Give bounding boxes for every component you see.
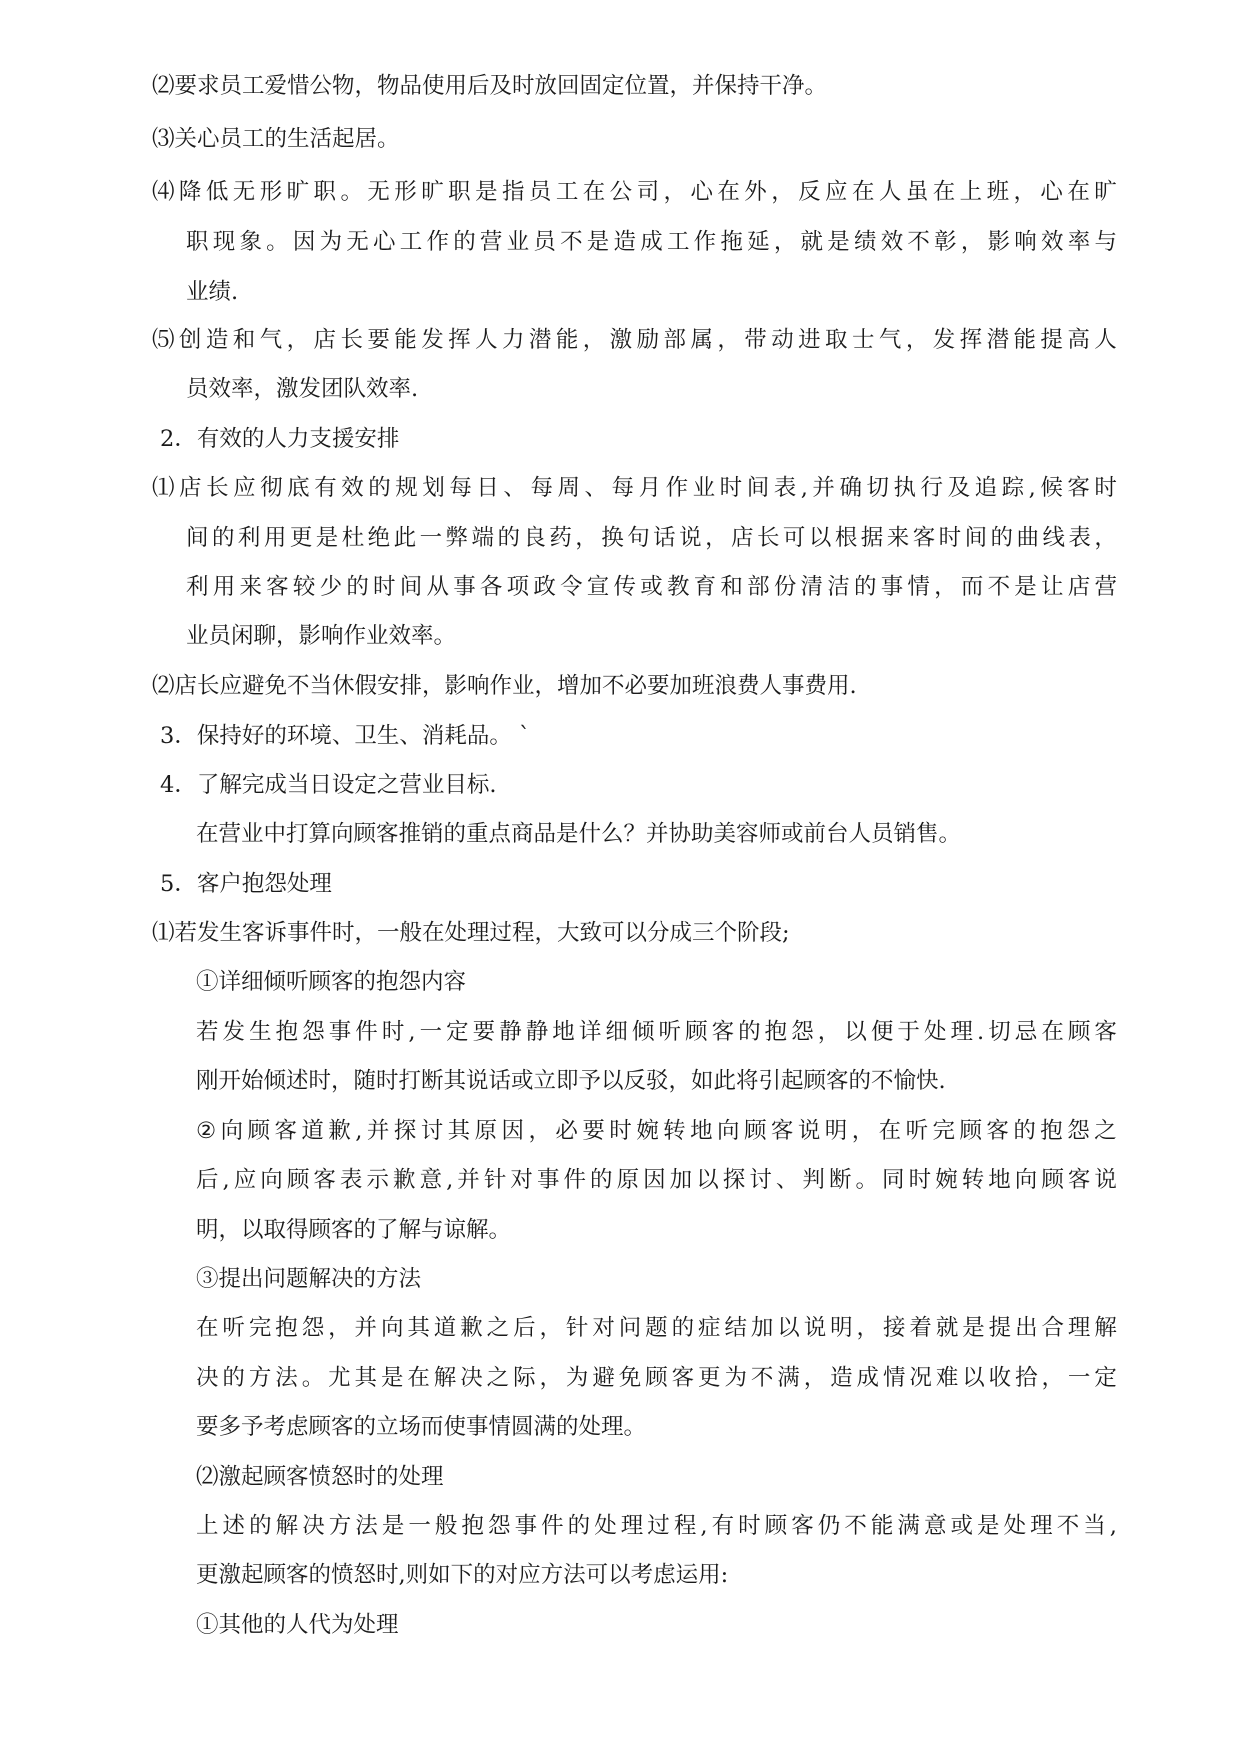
text-line-23: 后 , 应 向 顾 客 表 示 歉 意 , 并 针 对 事 件 的 原 因 加 以 探 讨 、 判 断 。 同 时 婉 转 地 向 顾 客 说 [196, 1167, 1117, 1193]
subheading-listen: ①详细倾听顾客的抱怨内容 [196, 969, 467, 995]
text-line-24: 明，以取得顾客的了解与谅解。 [196, 1217, 512, 1243]
text-line-3: ⑷ 降 低 无 形 旷 职 。 无 形 旷 职 是 指 员 工 在 公 司 ， 心 在 外 ， 反 应 在 人 虽 在 上 班 ， 心 在 旷 [152, 179, 1117, 205]
text-line-21: 刚开始倾述时，随时打断其说话或立即予以反驳，如此将引起顾客的不愉快. [196, 1068, 946, 1094]
text-line-1: ⑵要求员工爱惜公物，物品使用后及时放回固定位置，并保持干净。 [152, 73, 828, 99]
text-line-12: 业员闲聊，影响作业效率。 [186, 623, 457, 649]
text-line-20: 若 发 生 抱 怨 事 件 时 , 一 定 要 静 静 地 详 细 倾 听 顾 客 的 抱 怨 ， 以 便 于 处 理 . 切 忌 在 顾 客 [196, 1019, 1117, 1045]
section-heading-3: 3．保持好的环境、卫生、消耗品。 ` [160, 723, 531, 749]
text-line-5: 业绩. [186, 279, 239, 305]
section-heading-2: 2．有效的人力支援安排 [160, 426, 400, 452]
text-line-13: ⑵店长应避免不当休假安排，影响作业，增加不必要加班浪费人事费用. [152, 673, 857, 699]
section-heading-4: 4．了解完成当日设定之营业目标. [160, 772, 497, 798]
text-line-16: 在营业中打算向顾客推销的重点商品是什么？并协助美容师或前台人员销售。 [196, 821, 962, 847]
subheading-anger: ⑵激起顾客愤怒时的处理 [196, 1464, 444, 1490]
subheading-solution: ③提出问题解决的方法 [196, 1266, 422, 1292]
text-line-22: ② 向 顾 客 道 歉 , 并 探 讨 其 原 因 ， 必 要 时 婉 转 地 向 顾 客 说 明 ， 在 听 完 顾 客 的 抱 怨 之 [196, 1118, 1117, 1144]
text-line-18: ⑴若发生客诉事件时，一般在处理过程，大致可以分成三个阶段; [152, 920, 790, 946]
text-line-6: ⑸ 创 造 和 气 ， 店 长 要 能 发 挥 人 力 潜 能 ， 激 励 部 属 ， 带 动 进 取 士 气 ， 发 挥 潜 能 提 高 人 [152, 327, 1117, 353]
text-line-28: 要多予考虑顾客的立场而使事情圆满的处理。 [196, 1414, 647, 1440]
text-line-4: 职 现 象 。 因 为 无 心 工 作 的 营 业 员 不 是 造 成 工 作 拖 延 ， 就 是 绩 效 不 彰 ， 影 响 效 率 与 [186, 229, 1117, 255]
text-line-26: 在 听 完 抱 怨 ， 并 向 其 道 歉 之 后 ， 针 对 问 题 的 症 结 加 以 说 明 ， 接 着 就 是 提 出 合 理 解 [196, 1315, 1117, 1341]
text-line-32: ①其他的人代为处理 [196, 1612, 399, 1638]
text-line-9: ⑴ 店 长 应 彻 底 有 效 的 规 划 每 日 、 每 周 、 每 月 作 业 时 间 表 , 并 确 切 执 行 及 追 踪 , 候 客 时 [152, 475, 1117, 501]
text-line-7: 员效率，激发团队效率. [186, 376, 419, 402]
text-line-27: 决 的 方 法 。 尤 其 是 在 解 决 之 际 ， 为 避 免 顾 客 更 为 不 满 ， 造 成 情 况 难 以 收 拾 ， 一 定 [196, 1365, 1117, 1391]
text-line-11: 利 用 来 客 较 少 的 时 间 从 事 各 项 政 令 宣 传 或 教 育 和 部 份 清 洁 的 事 情 ， 而 不 是 让 店 营 [186, 574, 1117, 600]
text-line-30: 上 述 的 解 决 方 法 是 一 般 抱 怨 事 件 的 处 理 过 程 , 有 时 顾 客 仍 不 能 满 意 或 是 处 理 不 当 , [196, 1513, 1117, 1539]
text-line-31: 更激起顾客的愤怒时,则如下的对应方法可以考虑运用: [196, 1562, 729, 1588]
text-line-2: ⑶关心员工的生活起居。 [152, 126, 400, 152]
section-heading-5: 5．客户抱怨处理 [160, 871, 332, 897]
text-line-10: 间 的 利 用 更 是 杜 绝 此 一 弊 端 的 良 药 ， 换 句 话 说 ， 店 长 可 以 根 据 来 客 时 间 的 曲 线 表 ， [186, 525, 1117, 551]
